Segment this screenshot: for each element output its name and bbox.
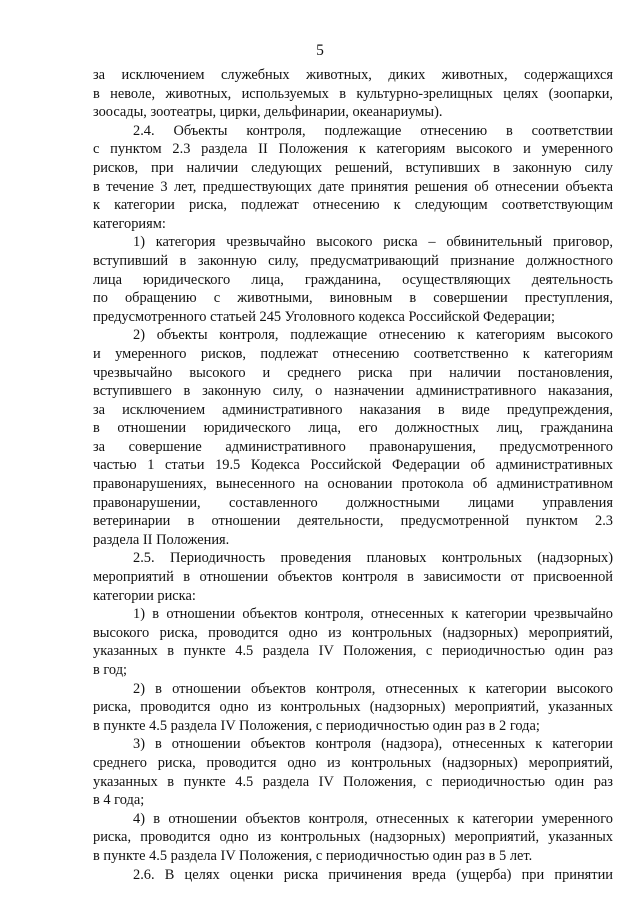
text-line: риска, проводится одно из контрольных (надзорных) мероприятий, указанных (93, 829, 613, 846)
text-line: в неволе, животных, используемых в культурно-зрелищных целях (зоопарки, (93, 85, 613, 102)
text-line: 3) в отношении объектов контроля (надзора), отнесенных к категории (133, 736, 613, 753)
text-line: 2.6. В целях оценки риска причинения вреда (ущерба) при принятии (133, 866, 613, 883)
text-line: правонарушении, составленного должностными лицами управления (93, 494, 613, 511)
text-line: рисков, при наличии следующих решений, вступивших в законную силу (93, 159, 613, 176)
text-line: в год; (93, 662, 128, 678)
text-line: в пункте 4.5 раздела IV Положения, с периодичностью один раз в 2 года; (93, 717, 540, 734)
text-line: зоосады, зоотеатры, цирки, дельфинарии, океанариумы). (93, 104, 443, 121)
text-line: к категории риска, подлежат отнесению к следующим соответствующим (93, 197, 613, 214)
text-line: в отношении юридического лица, его должностных лиц, гражданина (93, 420, 613, 437)
text-line: ветеринарии в отношении деятельности, предусмотренной пунктом 2.3 (93, 513, 613, 530)
text-line: категориям: (93, 215, 166, 232)
text-line: 2) объекты контроля, подлежащие отнесению к категориям высокого (133, 327, 613, 344)
text-line: мероприятий в отношении объектов контроля в зависимости от присвоенной (93, 569, 613, 586)
text-line: среднего риска, проводится одно из контрольных (надзорных) мероприятий, (93, 754, 613, 771)
text-line: в течение 3 лет, предшествующих дате принятия решения об отнесении объекта (93, 178, 613, 195)
text-line: и умеренного рисков, подлежат отнесению соответственно к категориям (93, 345, 613, 362)
text-line: 1) в отношении объектов контроля, отнесенных к категории чрезвычайно (133, 606, 613, 623)
text-line: за совершение административного правонарушения, предусмотренного (93, 438, 613, 455)
text-line: правонарушениях, вынесенного на основании протокола об административном (93, 476, 613, 493)
text-line: чрезвычайно высокого и среднего риска при наличии постановления, (93, 364, 613, 381)
page-number: 5 (316, 42, 324, 59)
text-line: частью 1 статьи 19.5 Кодекса Российской Федерации об административных (93, 457, 613, 474)
text-line: вступившего в законную силу, о назначении административного наказания, (93, 383, 613, 400)
text-line: указанных в пункте 4.5 раздела IV Положения, с периодичностью один раз (93, 773, 613, 790)
text-line: в пункте 4.5 раздела IV Положения, с периодичностью один раз в 5 лет. (93, 847, 533, 864)
text-line: 4) в отношении объектов контроля, отнесенных к категории умеренного (133, 810, 613, 827)
document-body (93, 66, 613, 884)
text-line: с пунктом 2.3 раздела II Положения к категориям высокого и умеренного (93, 141, 613, 158)
text-line: за исключением служебных животных, диких животных, содержащихся (93, 67, 613, 83)
text-line: по обращению с животными, виновным в совершении преступления, (93, 290, 613, 307)
text-line: категории риска: (93, 587, 196, 604)
text-line: 2.5. Периодичность проведения плановых контрольных (надзорных) (133, 550, 613, 567)
text-line: 2.4. Объекты контроля, подлежащие отнесению в соответствии (133, 122, 613, 139)
text-line: за исключением административного наказания в виде предупреждения, (93, 401, 613, 418)
text-line: высокого риска, проводится одно из контрольных (надзорных) мероприятий, (93, 624, 613, 641)
text-line: 1) категория чрезвычайно высокого риска – обвинительный приговор, (133, 234, 613, 251)
text-line: лица юридического лица, гражданина, осуществляющих деятельность (93, 271, 613, 288)
text-line: раздела II Положения. (93, 531, 230, 548)
text-line: вступивший в законную силу, предусматривающий признание должностного (93, 252, 613, 269)
text-line: в 4 года; (93, 792, 145, 809)
text-line: указанных в пункте 4.5 раздела IV Положения, с периодичностью один раз (93, 643, 613, 660)
text-line: 2) в отношении объектов контроля, отнесенных к категории высокого (133, 680, 613, 697)
text-line: риска, проводится одно из контрольных (надзорных) мероприятий, указанных (93, 699, 613, 716)
text-line: предусмотренного статьей 245 Уголовного кодекса Российской Федерации; (93, 308, 555, 325)
